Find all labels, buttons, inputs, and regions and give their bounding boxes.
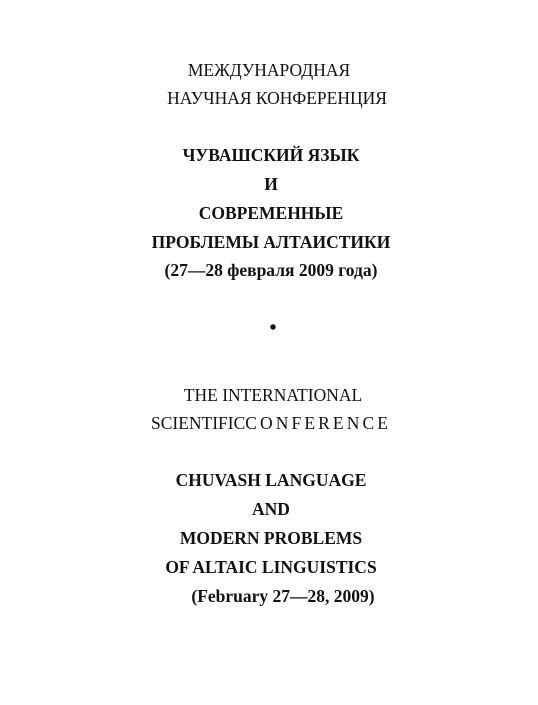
- english-title-line1: CHUVASH LANGUAGE: [175, 470, 367, 490]
- english-conference-type-word-conference: CONFERENCE: [245, 413, 392, 433]
- english-title-line4: OF ALTAIC LINGUISTICS: [165, 557, 377, 577]
- english-conference-dates: (February 27—28, 2009): [191, 586, 375, 606]
- english-title-line3: MODERN PROBLEMS: [179, 528, 363, 548]
- russian-conference-type-line1: МЕЖДУНАРОДНАЯ: [187, 60, 351, 80]
- english-conference-type-line1: THE INTERNATIONAL: [183, 385, 363, 405]
- russian-conference-dates: (27—28 февраля 2009 года): [164, 260, 378, 280]
- english-title-line2: AND: [252, 499, 290, 519]
- russian-title-line3: СОВРЕМЕННЫЕ: [198, 203, 344, 223]
- section-separator-bullet: •: [269, 317, 277, 339]
- russian-title-line1: ЧУВАШСКИЙ ЯЗЫК: [182, 145, 360, 165]
- russian-title-line4: ПРОБЛЕМЫ АЛТАИСТИКИ: [151, 232, 391, 252]
- russian-title-line2: И: [264, 174, 278, 194]
- russian-conference-type-line2: НАУЧНАЯ КОНФЕРЕНЦИЯ: [167, 88, 387, 108]
- english-conference-type-line2: [2, 415, 538, 433]
- english-conference-type-word-scientific: SCIENTIFIC: [150, 413, 246, 433]
